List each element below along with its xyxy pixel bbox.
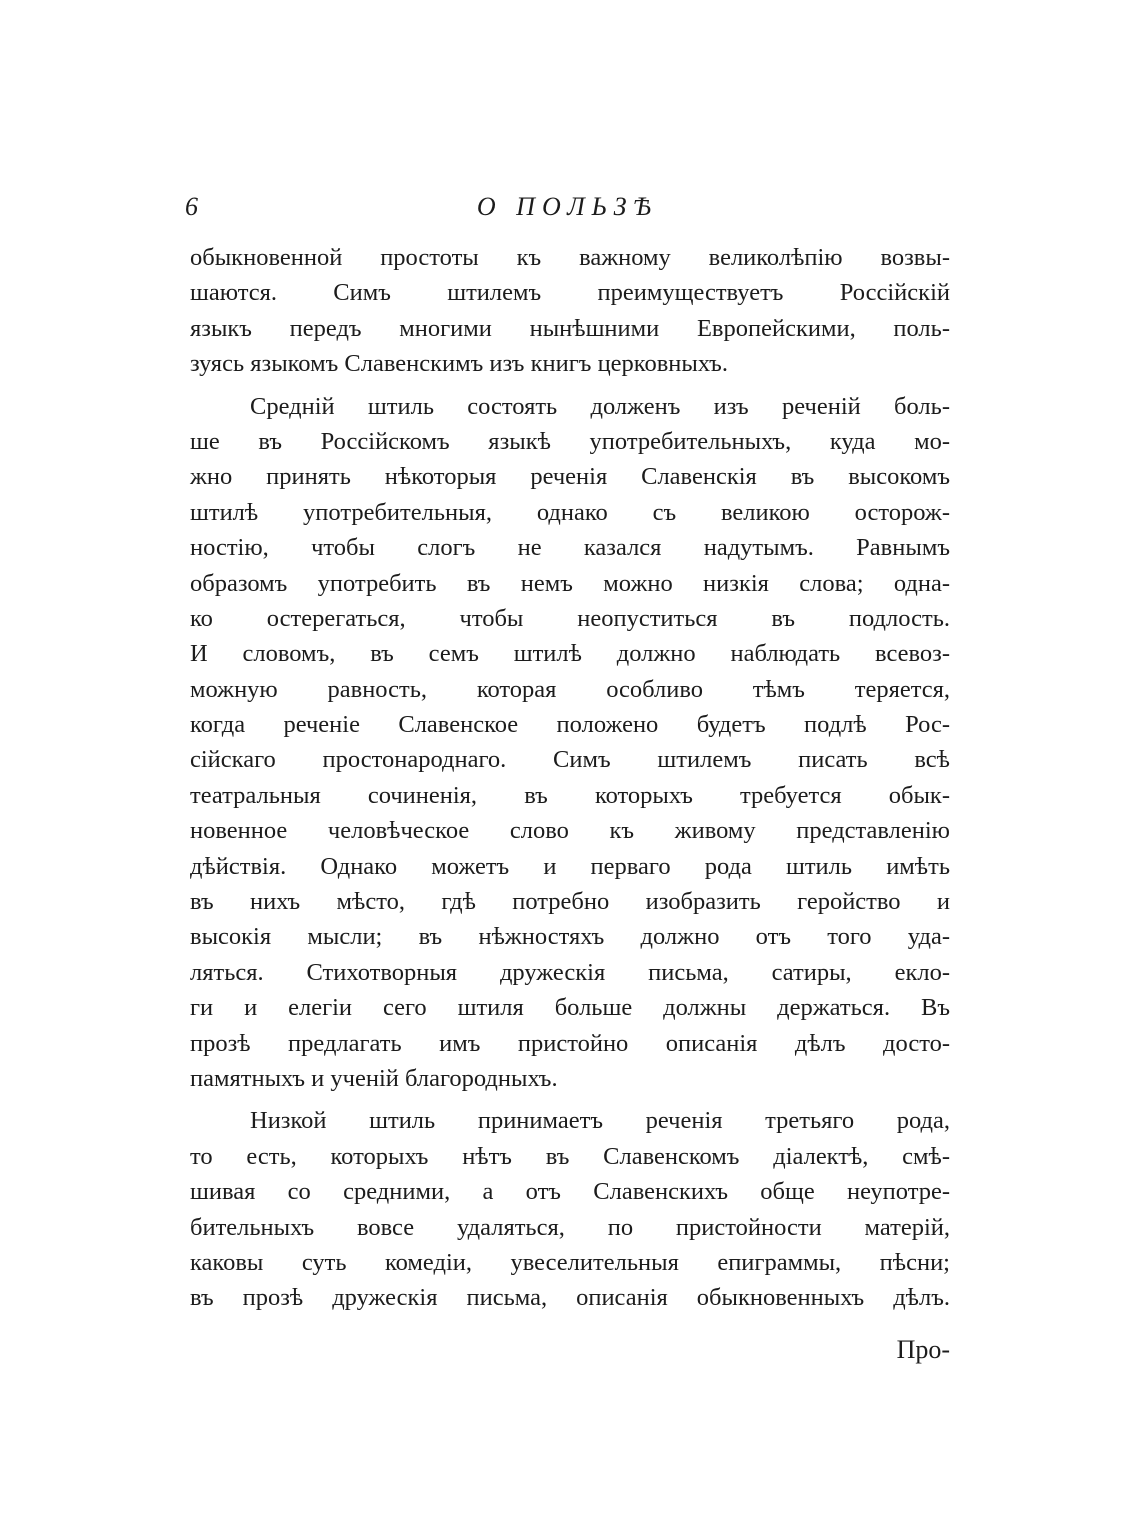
page-number: 6	[185, 192, 198, 221]
text-line: ги и елегіи сего штиля больше должны держаться. Въ	[190, 994, 950, 1022]
text-line: образомъ употребить въ немъ можно низкія слова; одна-	[190, 569, 950, 597]
text-line: ше въ Россійскомъ языкѣ употребительныхъ, куда мо-	[190, 427, 950, 455]
text-line: когда реченіе Славенское положено будетъ подлѣ Рос-	[190, 711, 950, 739]
text-line: ляться. Стихотворныя дружескія письма, сатиры, екло-	[190, 958, 950, 986]
catchword: Про-	[896, 1335, 950, 1364]
text-line: можную равность, которая особливо тѣмъ теряется,	[190, 675, 950, 703]
text-line: памятныхъ и ученій благородныхъ.	[190, 1064, 558, 1092]
text-line: штилѣ употребительныя, однако съ великою осторож-	[190, 498, 950, 526]
running-title: О ПОЛЬЗѢ	[476, 192, 659, 221]
text-line: шаются. Симъ штилемъ преимуществуетъ Россійскій	[190, 279, 950, 307]
text-line: то есть, которыхъ нѣтъ въ Славенскомъ діалектѣ, смѣ-	[190, 1142, 950, 1170]
text-line: Низкой штиль принимаетъ реченія третьяго рода,	[250, 1107, 950, 1135]
page-header	[185, 192, 950, 232]
text-line: высокія мысли; въ нѣжностяхъ должно отъ того уда-	[190, 923, 950, 951]
text-line: жно принять нѣкоторыя реченія Славенскія въ высокомъ	[190, 463, 950, 491]
text-line: Средній штиль состоять долженъ изъ реченій боль-	[250, 392, 950, 420]
text-line: сійскаго простонароднаго. Симъ штилемъ писать всѣ	[190, 746, 950, 774]
text-line: бительныхъ вовсе удаляться, по пристойности матерій,	[190, 1213, 950, 1241]
text-line: зуясь языкомъ Славенскимъ изъ книгъ церковныхъ.	[190, 350, 728, 378]
text-line: новенное человѣческое слово къ живому представленію	[190, 817, 950, 845]
text-line: языкъ передъ многими нынѣшними Европейскими, поль-	[190, 314, 950, 342]
text-line: прозѣ предлагать имъ пристойно описанія дѣлъ досто-	[190, 1029, 950, 1057]
body-text	[190, 240, 950, 1316]
text-line: каковы суть комедіи, увеселительныя епиграммы, пѣсни;	[190, 1248, 950, 1276]
text-line: театральныя сочиненія, въ которыхъ требуется обык-	[190, 781, 950, 809]
text-line: И словомъ, въ семъ штилѣ должно наблюдать всевоз-	[190, 640, 950, 668]
text-line: шивая со средними, а отъ Славенскихъ обще неупотре-	[190, 1178, 950, 1206]
text-line: въ нихъ мѣсто, гдѣ потребно изобразить геройство и	[190, 888, 950, 916]
text-line: ностію, чтобы слогъ не казался надутымъ. Равнымъ	[190, 534, 950, 562]
text-line: обыкновенной простоты къ важному великолѣпію возвы-	[190, 244, 950, 271]
text-line: въ прозѣ дружескія письма, описанія обыкновенныхъ дѣлъ.	[190, 1284, 950, 1312]
text-line: дѣйствія. Однако можетъ и перваго рода штиль имѣть	[190, 852, 950, 880]
text-line: ко остерегаться, чтобы неопуститься въ подлость.	[190, 604, 950, 632]
